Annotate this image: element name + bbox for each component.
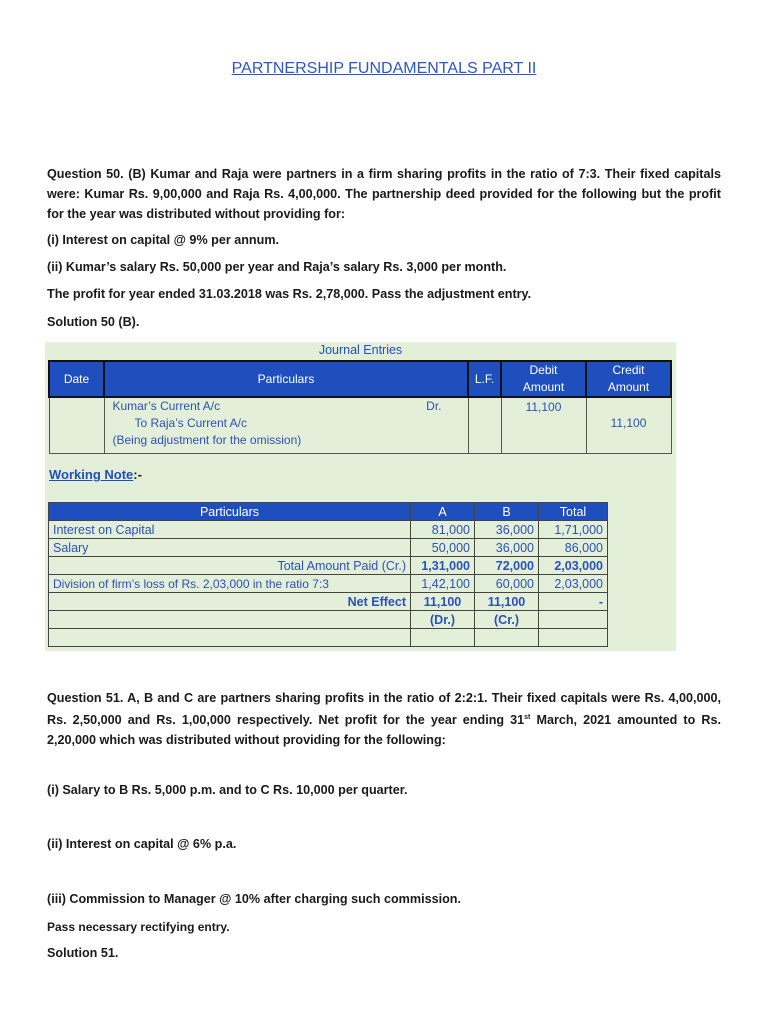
question-51-text: Question 51. A, B and C are partners sharing profits in the ratio of 2:2:1. Their fixed capitals were Rs. 4,00,000, Rs. 2,50,000 and Rs. 1,00,000 respectively. Net profit for the year ending 31st March, 2021 amounted to Rs. 2,20,000 which was distributed without providing for the following:	[47, 691, 721, 748]
journal-credit-account: To Raja’s Current A/c	[134, 416, 247, 430]
question-50-item-2: (ii) Kumar’s salary Rs. 50,000 per year and Raja’s salary Rs. 3,000 per month.	[47, 260, 507, 274]
table-row: Interest on Capital 81,000 36,000 1,71,000	[49, 521, 608, 539]
journal-header-date: Date	[49, 361, 104, 397]
question-50-item-1: (i) Interest on capital @ 9% per annum.	[47, 233, 280, 247]
journal-header-lf: L.F.	[468, 361, 501, 397]
journal-header-credit: Credit Amount	[586, 361, 671, 397]
journal-header-debit: Debit Amount	[501, 361, 586, 397]
wn-header-b: B	[475, 503, 539, 521]
solution-50-label: Solution 50 (B).	[47, 315, 140, 329]
question-50-profit: The profit for year ended 31.03.2018 was Rs. 2,78,000. Pass the adjustment entry.	[47, 287, 532, 301]
question-51-rectify: Pass necessary rectifying entry.	[47, 920, 230, 934]
table-row: Total Amount Paid (Cr.) 1,31,000 72,000 2,03,000	[49, 557, 608, 575]
page-title: PARTNERSHIP FUNDAMENTALS PART II	[231, 60, 537, 77]
table-row: Salary 50,000 36,000 86,000	[49, 539, 608, 557]
working-note-heading: Working Note:-	[49, 467, 142, 482]
journal-table	[48, 360, 672, 454]
journal-header-particulars: Particulars	[104, 361, 468, 397]
journal-debit-account: Kumar’s Current A/c	[112, 399, 221, 413]
journal-debit-amount: 11,100	[501, 397, 586, 453]
working-note-table	[48, 502, 608, 647]
journal-lf-cell	[468, 397, 501, 453]
question-51-item-3: (iii) Commission to Manager @ 10% after charging such commission.	[47, 892, 461, 906]
journal-title: Journal Entries	[318, 343, 403, 357]
journal-credit-amount: 11,100	[586, 397, 671, 453]
table-row: Division of firm’s loss of Rs. 2,03,000 in the ratio 7:3 1,42,100 60,000 2,03,000	[49, 575, 608, 593]
wn-header-particulars: Particulars	[49, 503, 411, 521]
journal-date-cell	[49, 397, 104, 453]
table-row: Net Effect 11,100 11,100 -	[49, 593, 608, 611]
table-row	[49, 629, 608, 647]
wn-header-total: Total	[539, 503, 608, 521]
solution-51-label: Solution 51.	[47, 946, 119, 960]
journal-dr-marker: Dr.	[426, 399, 442, 413]
question-51-item-1: (i) Salary to B Rs. 5,000 p.m. and to C Rs. 10,000 per quarter.	[47, 783, 408, 797]
journal-particulars-cell	[104, 397, 468, 453]
wn-header-a: A	[411, 503, 475, 521]
table-row: (Dr.) (Cr.)	[49, 611, 608, 629]
question-50-text: Question 50. (B) Kumar and Raja were partners in a firm sharing profits in the ratio of 7:3. Their fixed capitals were: Kumar Rs. 9,00,000 and Raja Rs. 4,00,000. The partnership deed provided for the following but the profit for the year was distributed without providing for:	[47, 167, 721, 221]
journal-narration: (Being adjustment for the omission)	[112, 433, 302, 447]
question-51-item-2: (ii) Interest on capital @ 6% p.a.	[47, 837, 237, 851]
